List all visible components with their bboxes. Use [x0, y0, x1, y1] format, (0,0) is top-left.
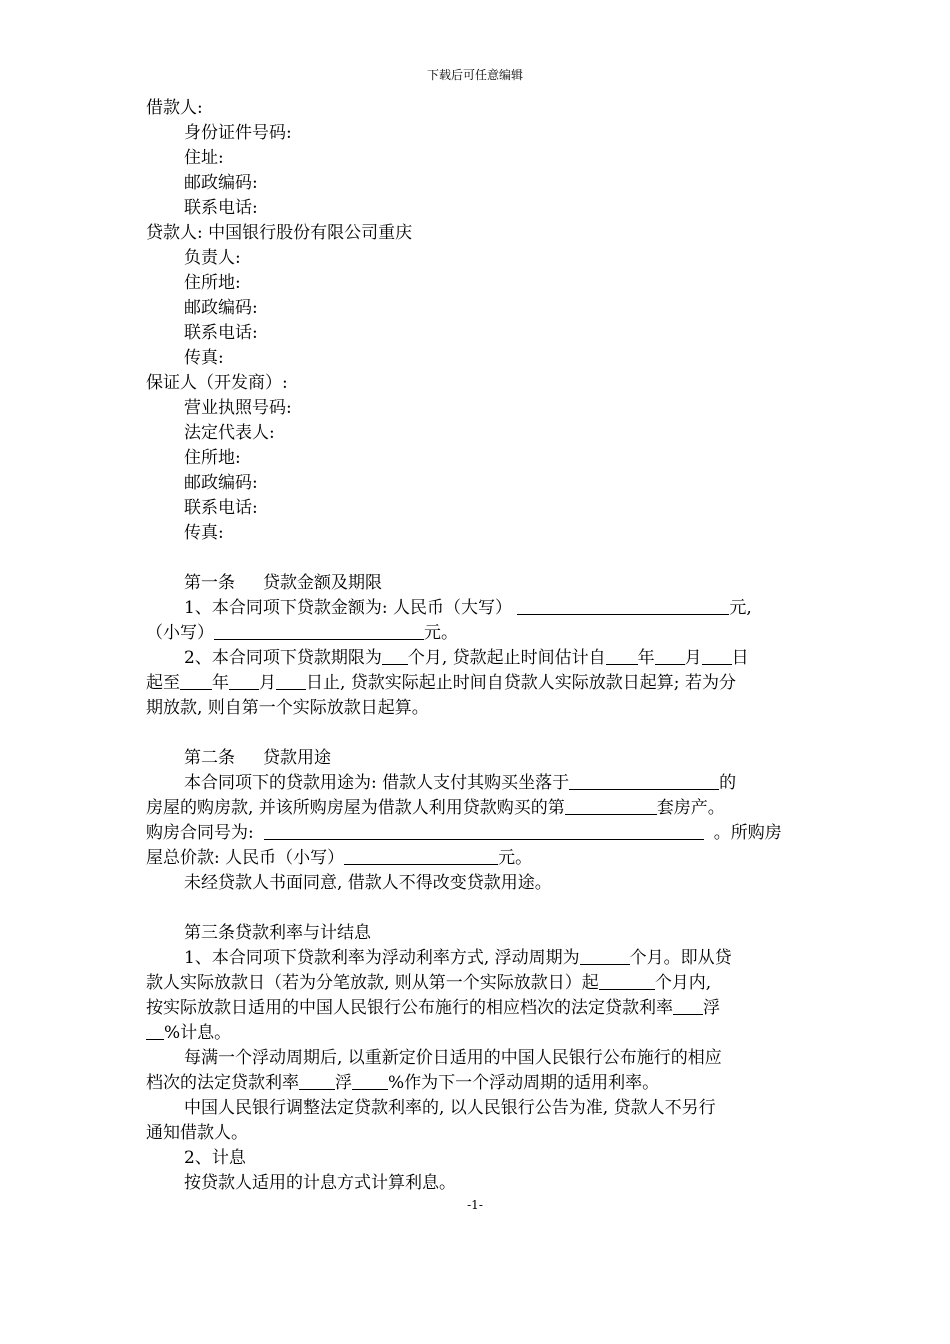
term-months-blank[interactable] [382, 646, 408, 665]
article-2-purpose-line-2: 房屋的购房款, 并该所购房屋为借款人利用贷款购买的第 套房产。 [146, 798, 725, 818]
guarantor-fax-field: 传真: [184, 523, 224, 543]
article-3-adjust-line: 中国人民银行调整法定贷款利率的, 以人民银行公告为准, 贷款人不另行 [184, 1098, 716, 1118]
end-year-blank[interactable] [180, 671, 212, 690]
borrower-postcode-field: 邮政编码: [184, 173, 258, 193]
reprice-direction-blank[interactable] [299, 1071, 335, 1090]
start-year-blank[interactable] [606, 646, 638, 665]
lender-fax-field: 传真: [184, 348, 224, 368]
end-day-blank[interactable] [276, 671, 306, 690]
article-1-title: 第一条 贷款金额及期限 [184, 573, 382, 593]
contract-number-blank[interactable] [264, 821, 704, 840]
article-3-reprice-line: 每满一个浮动周期后, 以重新定价日适用的中国人民银行公布施行的相应 [184, 1048, 722, 1068]
borrower-address-field: 住址: [184, 148, 224, 168]
article-2-purpose-line: 本合同项下的贷款用途为: 借款人支付其购买坐落于 的 [184, 773, 737, 793]
float-percent-blank[interactable] [146, 1021, 164, 1040]
borrower-phone-field: 联系电话: [184, 198, 258, 218]
contract-body [146, 96, 806, 1196]
article-3-rate-line: 1、本合同项下贷款利率为浮动利率方式, 浮动周期为 个月。即从贷 [184, 948, 732, 968]
article-1-term-line-3: 期放款, 则自第一个实际放款日起算。 [146, 698, 429, 718]
article-1-term-line: 2、本合同项下贷款期限为 个月, 贷款起止时间估计自 年 月 日 [184, 648, 749, 668]
article-2-restriction: 未经贷款人书面同意, 借款人不得改变贷款用途。 [184, 873, 552, 893]
reprice-percent-blank[interactable] [352, 1071, 388, 1090]
article-3-adjust-line-2: 通知借款人。 [146, 1123, 248, 1143]
property-number-blank[interactable] [565, 796, 657, 815]
article-3-rate-line-3: 按实际放款日适用的中国人民银行公布施行的相应档次的法定贷款利率 浮 [146, 998, 720, 1018]
page-number: -1- [467, 1198, 483, 1212]
article-1-term-line-2: 起至 年 月 日止, 贷款实际起止时间自贷款人实际放款日起算; 若为分 [146, 673, 736, 693]
article-2-purpose-line-3: 购房合同号为: 。所购房 [146, 823, 782, 843]
article-3-interest-heading: 2、计息 [184, 1148, 246, 1168]
guarantor-postcode-field: 邮政编码: [184, 473, 258, 493]
amount-lowercase-blank[interactable] [214, 621, 424, 640]
lender-postcode-field: 邮政编码: [184, 298, 258, 318]
start-day-blank[interactable] [702, 646, 732, 665]
article-2-title: 第二条 贷款用途 [184, 748, 331, 768]
header-note: 下载后可任意编辑 [426, 68, 523, 82]
guarantor-address-field: 住所地: [184, 448, 241, 468]
lender-phone-field: 联系电话: [184, 323, 258, 343]
borrower-id-field: 身份证件号码: [184, 123, 292, 143]
lender-head-field: 负责人: [184, 248, 241, 268]
article-1-amount-line-2: （小写） 元。 [146, 623, 458, 643]
article-3-rate-line-2: 款人实际放款日（若为分笔放款, 则从第一个实际放款日）起 个月内, [146, 973, 712, 993]
end-month-blank[interactable] [229, 671, 259, 690]
property-location-blank[interactable] [569, 771, 719, 790]
article-3-rate-line-4: %计息。 [146, 1021, 806, 1046]
article-1-amount-line: 1、本合同项下贷款金额为: 人民币（大写） 元, [184, 598, 752, 618]
guarantor-legal-rep-field: 法定代表人: [184, 423, 275, 443]
guarantor-phone-field: 联系电话: [184, 498, 258, 518]
lender-address-field: 住所地: [184, 273, 241, 293]
months-blank[interactable] [599, 971, 655, 990]
float-period-blank[interactable] [580, 946, 630, 965]
start-month-blank[interactable] [655, 646, 685, 665]
total-price-blank[interactable] [344, 846, 498, 865]
amount-uppercase-blank[interactable] [517, 596, 729, 615]
article-3-interest-text: 按贷款人适用的计息方式计算利息。 [184, 1173, 456, 1193]
guarantor-license-field: 营业执照号码: [184, 398, 292, 418]
borrower-label: 借款人: [146, 98, 203, 118]
article-3-reprice-line-2: 档次的法定贷款利率 浮 %作为下一个浮动周期的适用利率。 [146, 1073, 660, 1093]
article-3-title: 第三条贷款利率与计结息 [184, 923, 371, 943]
guarantor-label: 保证人（开发商）: [146, 373, 288, 393]
float-direction-blank[interactable] [673, 996, 703, 1015]
lender-label: 贷款人: 中国银行股份有限公司重庆 [146, 223, 413, 243]
article-2-purpose-line-4: 屋总价款: 人民币（小写） 元。 [146, 848, 533, 868]
